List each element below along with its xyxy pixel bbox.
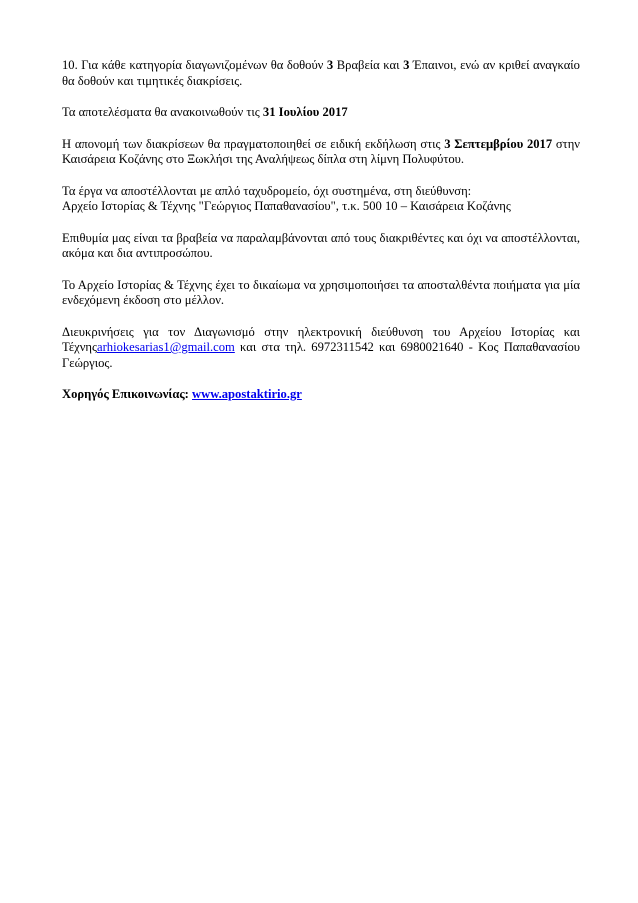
sponsor-paragraph — [62, 387, 580, 403]
results-date: 31 Ιουλίου 2017 — [262, 105, 348, 119]
mailing-paragraph — [62, 184, 580, 215]
results-paragraph — [62, 105, 580, 121]
mailing-instructions: Τα έργα να αποστέλλονται με απλό ταχυδρομείο, όχι συστημένα, στη διεύθυνση: — [62, 183, 472, 198]
sponsor-website-link[interactable]: www.apostaktirio.gr — [192, 387, 302, 401]
contact-paragraph — [62, 325, 580, 372]
awards-text-2: Βραβεία και — [333, 58, 404, 72]
contact-text-2: και στα τηλ. 6972311542 και 6980021640 - Κος Παπαθανασίου Γεώργιος. — [62, 340, 580, 370]
mailing-address: Αρχείο Ιστορίας & Τέχνης "Γεώργιος Παπαθανασίου", τ.κ. 500 10 – Καισάρεια Κοζάνης — [62, 199, 511, 213]
contact-email-link[interactable]: arhiokesarias1@gmail.com — [96, 340, 235, 354]
rights-paragraph — [62, 278, 580, 309]
ceremony-text-1: Η απονομή των διακρίσεων θα πραγματοποιηθεί σε ειδική εκδήλωση στις — [62, 136, 445, 151]
ceremony-text-2: στην Καισάρεια Κοζάνης στο Ξωκλήσι της Αναλήψεως δίπλα στη λίμνη Πολυφύτου. — [62, 136, 581, 166]
awards-paragraph — [62, 58, 580, 89]
collection-paragraph — [62, 231, 580, 262]
awards-text-3: Έπαινοι, ενώ αν κριθεί αναγκαίο θα δοθούν και τιμητικές διακρίσεις. — [62, 58, 580, 88]
collection-text: Επιθυμία μας είναι τα βραβεία να παραλαμβάνονται από τους διακριθέντες και όχι να αποστέλλονται, ακόμα και δια αντιπροσώπου. — [62, 230, 580, 260]
awards-text-1: 10. Για κάθε κατηγορία διαγωνιζομένων θα δοθούν — [62, 58, 327, 72]
results-text: Τα αποτελέσματα θα ανακοινωθούν τις — [62, 105, 263, 119]
ceremony-paragraph — [62, 137, 580, 168]
awards-count-commendations: 3 — [403, 58, 410, 72]
document-body — [62, 58, 580, 419]
ceremony-date: 3 Σεπτεμβρίου 2017 — [444, 136, 553, 151]
rights-text: Το Αρχείο Ιστορίας & Τέχνης έχει το δικαίωμα να χρησιμοποιήσει τα αποσταλθέντα ποιήματα για μία ενδεχόμενη έκδοση στο μέλλον. — [62, 277, 580, 307]
sponsor-label: Χορηγός Επικοινωνίας: — [62, 387, 193, 401]
awards-count-prizes: 3 — [326, 58, 334, 72]
contact-text-1: Διευκρινήσεις για τον Διαγωνισμό στην ηλεκτρονική διεύθυνση του Αρχείου Ιστορίας και Τέχνης — [62, 324, 580, 354]
